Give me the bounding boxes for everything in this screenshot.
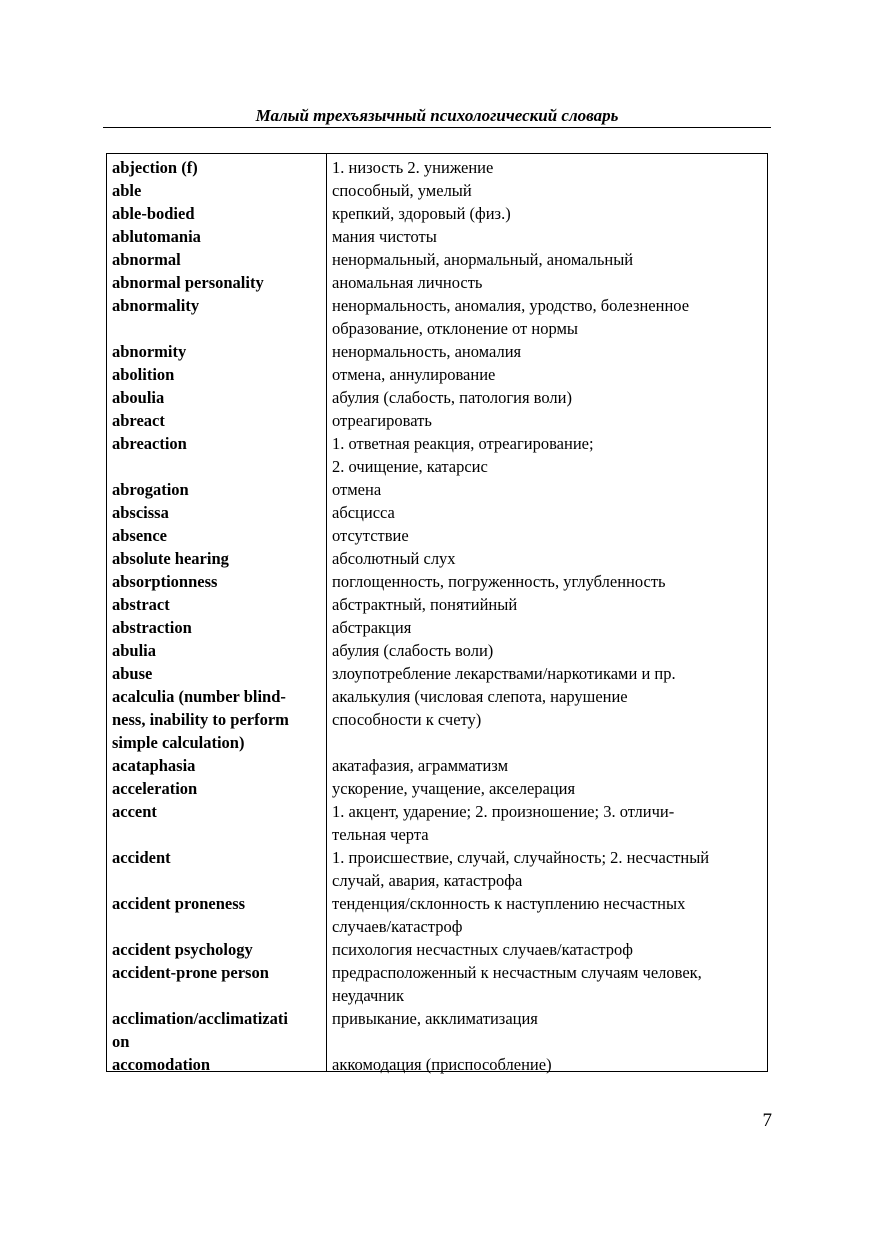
entry-translation: 1. происшествие, случай, случайность; 2. несчастный случай, авария, катастрофа — [332, 848, 710, 890]
entry-translation: акалькулия (числовая слепота, нарушение способности к счету) — [332, 687, 628, 729]
glossary-entry — [107, 386, 767, 409]
entry-translation: психология несчастных случаев/катастроф — [332, 940, 633, 959]
entry-translation: 1. ответная реакция, отреагирование; 2. очищение, катарсис — [332, 434, 594, 476]
entry-term: accident proneness — [112, 894, 246, 913]
entry-translation: ненормальный, анормальный, аномальный — [332, 250, 634, 269]
entry-term: abjection (f) — [112, 158, 198, 177]
running-header: Малый трехъязычный психологический словарь — [103, 106, 771, 128]
entry-translation: отмена, аннулирование — [332, 365, 496, 384]
entry-translation: абулия (слабость воли) — [332, 641, 494, 660]
entry-translation: аномальная личность — [332, 273, 483, 292]
glossary-entry — [107, 777, 767, 800]
entry-term: abscissa — [112, 503, 169, 522]
glossary-entry — [107, 1007, 767, 1053]
entry-translation: 1. акцент, ударение; 2. произношение; 3. отличи- тельная черта — [332, 802, 675, 844]
glossary-entry — [107, 800, 767, 846]
entry-term: abulia — [112, 641, 157, 660]
glossary-entry — [107, 846, 767, 892]
entry-term: abstraction — [112, 618, 192, 637]
entry-term: abreaction — [112, 434, 187, 453]
entry-term: accident — [112, 848, 171, 867]
entry-translation: абстракция — [332, 618, 412, 637]
entry-translation: предрасположенный к несчастным случаям человек, неудачник — [332, 963, 702, 1005]
entry-translation: абсцисса — [332, 503, 395, 522]
glossary-entry — [107, 409, 767, 432]
glossary-entry — [107, 570, 767, 593]
glossary-entry — [107, 248, 767, 271]
entry-translation: отмена — [332, 480, 382, 499]
entry-term: acclimation/acclimatizati on — [112, 1009, 288, 1051]
entry-translation: отсутствие — [332, 526, 409, 545]
entry-term: abnormality — [112, 296, 200, 315]
entry-term: absolute hearing — [112, 549, 229, 568]
entry-term: abrogation — [112, 480, 189, 499]
entry-translation: мания чистоты — [332, 227, 437, 246]
entry-term: acalculia (number blind- ness, inability to perform simple calculation) — [112, 687, 289, 752]
entry-term: accident-prone person — [112, 963, 269, 982]
entry-term: abnormal personality — [112, 273, 264, 292]
entry-translation: отреагировать — [332, 411, 432, 430]
entry-term: abolition — [112, 365, 175, 384]
glossary-entry — [107, 938, 767, 961]
glossary-entry — [107, 1053, 767, 1076]
glossary-entry — [107, 547, 767, 570]
glossary-entry — [107, 156, 767, 179]
entry-term: accomodation — [112, 1055, 211, 1074]
glossary-entry — [107, 639, 767, 662]
glossary-entry — [107, 340, 767, 363]
entry-translation: тенденция/склонность к наступлению несчастных случаев/катастроф — [332, 894, 686, 936]
entry-term: abreact — [112, 411, 165, 430]
glossary-entry — [107, 662, 767, 685]
glossary-entries — [107, 156, 767, 1076]
glossary-entry — [107, 202, 767, 225]
entry-term: acataphasia — [112, 756, 196, 775]
entry-translation: 1. низость 2. унижение — [332, 158, 494, 177]
entry-translation: абулия (слабость, патология воли) — [332, 388, 572, 407]
entry-term: able-bodied — [112, 204, 195, 223]
entry-translation: поглощенность, погруженность, углубленность — [332, 572, 666, 591]
entry-translation: способный, умелый — [332, 181, 472, 200]
page-number: 7 — [762, 1110, 772, 1131]
glossary-entry — [107, 501, 767, 524]
entry-translation: крепкий, здоровый (физ.) — [332, 204, 511, 223]
entry-term: acceleration — [112, 779, 198, 798]
entry-translation: абсолютный слух — [332, 549, 456, 568]
entry-translation: аккомодация (приспособление) — [332, 1055, 552, 1074]
entry-translation: привыкание, акклиматизация — [332, 1009, 538, 1028]
entry-translation: ускорение, учащение, акселерация — [332, 779, 576, 798]
entry-term: absorptionness — [112, 572, 218, 591]
entry-term: able — [112, 181, 142, 200]
glossary-entry — [107, 432, 767, 478]
glossary-entry — [107, 478, 767, 501]
glossary-entry — [107, 892, 767, 938]
entry-translation: абстрактный, понятийный — [332, 595, 518, 614]
glossary-entry — [107, 225, 767, 248]
glossary-entry — [107, 754, 767, 777]
entry-term: abuse — [112, 664, 153, 683]
entry-term: accident psychology — [112, 940, 253, 959]
entry-term: ablutomania — [112, 227, 201, 246]
entry-term: abstract — [112, 595, 170, 614]
entry-term: accent — [112, 802, 157, 821]
glossary-entry — [107, 294, 767, 340]
glossary-entry — [107, 363, 767, 386]
entry-term: abnormal — [112, 250, 181, 269]
entry-term: abnormity — [112, 342, 187, 361]
glossary-entry — [107, 593, 767, 616]
glossary-entry — [107, 685, 767, 754]
glossary-entry — [107, 524, 767, 547]
entry-translation: ненормальность, аномалия — [332, 342, 522, 361]
entry-term: aboulia — [112, 388, 165, 407]
glossary-entry — [107, 961, 767, 1007]
entry-translation: ненормальность, аномалия, уродство, болезненное образование, отклонение от нормы — [332, 296, 690, 338]
glossary-entry — [107, 616, 767, 639]
entry-translation: злоупотребление лекарствами/наркотиками и пр. — [332, 664, 676, 683]
entry-term: absence — [112, 526, 167, 545]
glossary-table — [106, 153, 768, 1072]
glossary-entry — [107, 271, 767, 294]
glossary-entry — [107, 179, 767, 202]
entry-translation: акатафазия, аграмматизм — [332, 756, 509, 775]
